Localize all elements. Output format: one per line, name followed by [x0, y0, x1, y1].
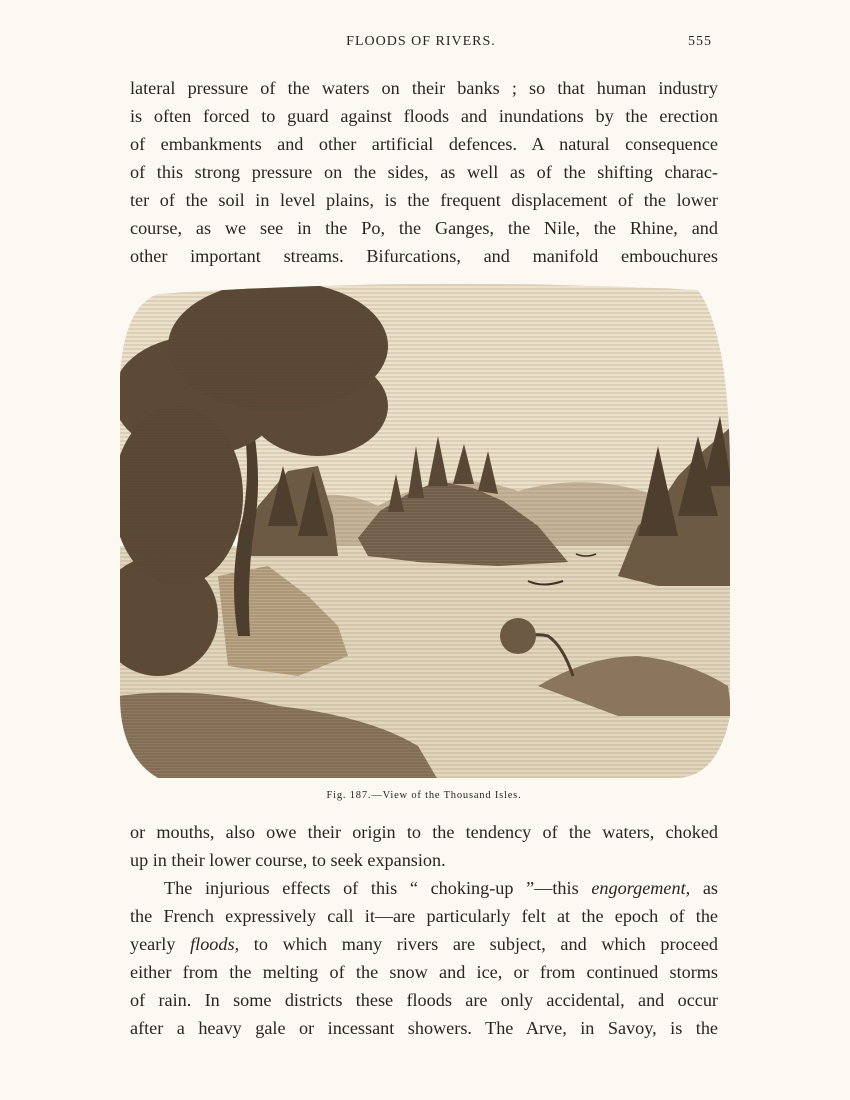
text-line: of rain. In some districts these floods are only accidental, and occur: [130, 990, 718, 1010]
text-line: the French expressively call it—are particularly felt at the epoch of the: [130, 906, 718, 926]
text-line: [130, 930, 718, 958]
text-run: as: [690, 878, 718, 898]
figure-caption: Fig. 187.—View of the Thousand Isles.: [326, 790, 522, 801]
engraving-figure: [118, 276, 732, 780]
running-head: [130, 34, 712, 54]
text-line: either from the melting of the snow and ice, or from continued storms: [130, 962, 718, 982]
thousand-isles-engraving: [118, 276, 732, 780]
text-line: up in their lower course, to seek expansion.: [130, 850, 446, 870]
italic-term: engorgement,: [591, 878, 691, 898]
text-run: to which many rivers are subject, and which proceed: [239, 934, 718, 954]
text-line: ter of the soil in level plains, is the frequent displacement of the lower: [130, 190, 718, 210]
text-line: is often forced to guard against floods and inundations by the erection: [130, 106, 718, 126]
text-run: The injurious effects of this “ choking-up ”—this: [164, 878, 592, 898]
running-head-title: FLOODS OF RIVERS.: [346, 34, 496, 49]
text-line: lateral pressure of the waters on their banks ; so that human industry: [130, 78, 718, 98]
paragraph-top: [130, 74, 718, 270]
paragraph-bottom: [130, 818, 718, 1042]
text-line: course, as we see in the Po, the Ganges, the Nile, the Rhine, and: [130, 218, 718, 238]
text-line: or mouths, also owe their origin to the tendency of the waters, choked: [130, 822, 718, 842]
italic-term: floods,: [190, 934, 240, 954]
text-line: after a heavy gale or incessant showers. The Arve, in Savoy, is the: [130, 1018, 718, 1038]
text-line: other important streams. Bifurcations, and manifold embouchures: [130, 246, 718, 266]
text-run: yearly: [130, 934, 191, 954]
text-line: of embankments and other artificial defences. A natural consequence: [130, 134, 718, 154]
text-line: [130, 874, 718, 902]
page-number: 555: [688, 34, 712, 49]
text-line: of this strong pressure on the sides, as well as of the shifting charac-: [130, 162, 718, 182]
